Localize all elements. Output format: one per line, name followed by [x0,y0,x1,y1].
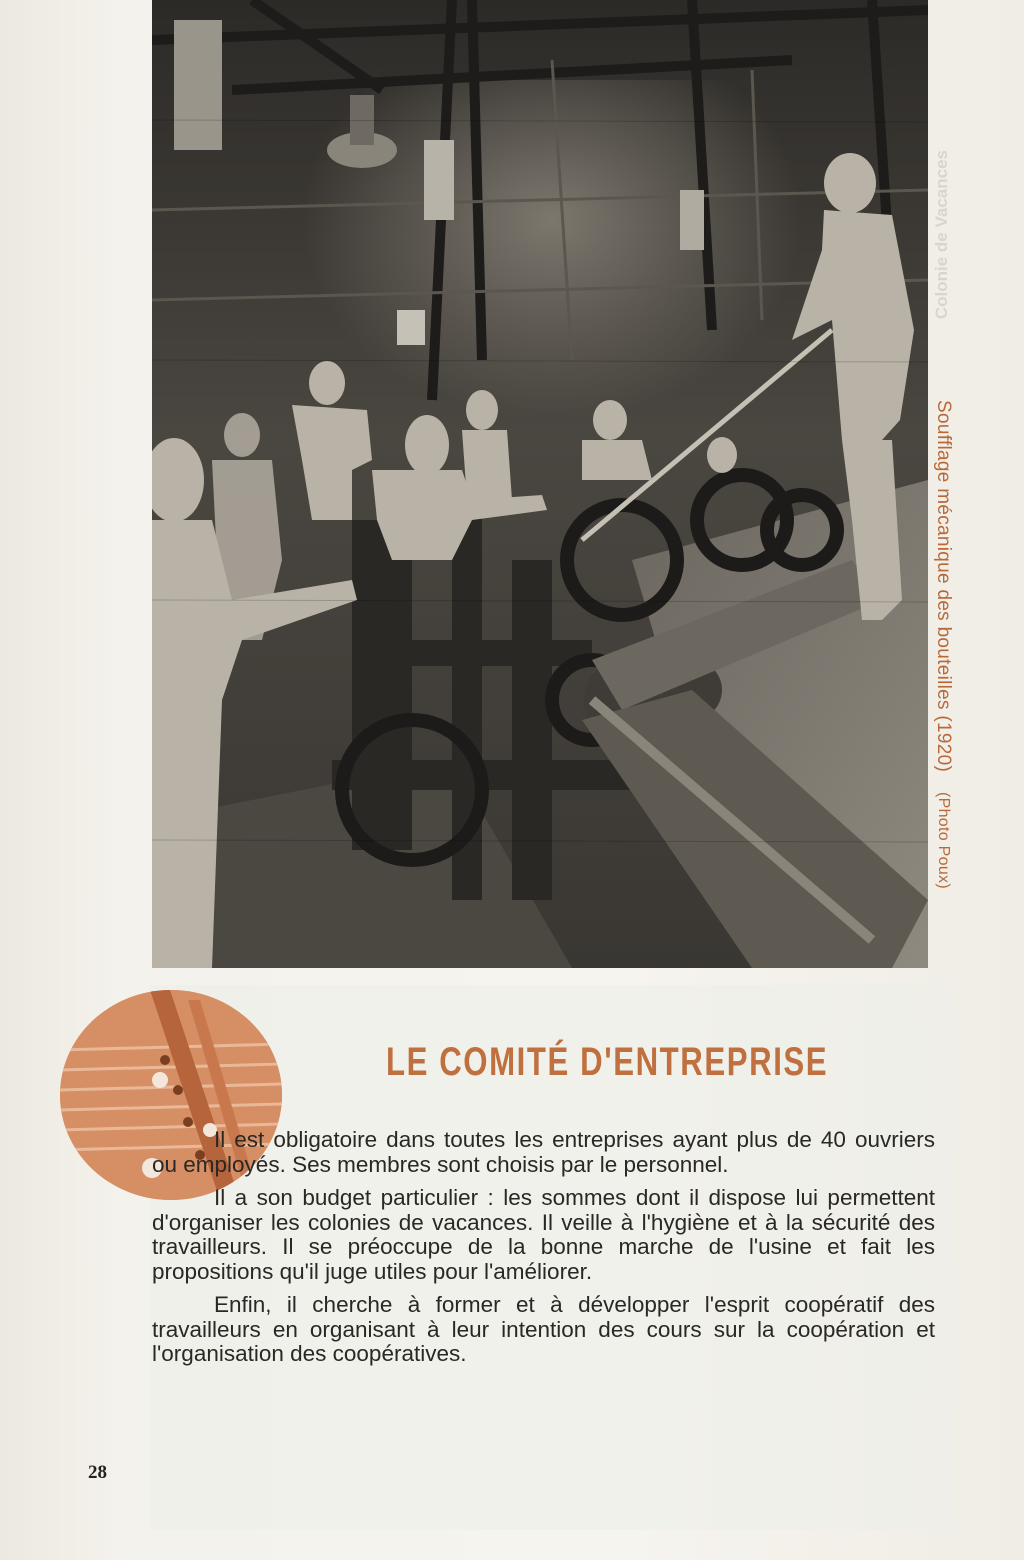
paragraph-2: Il a son budget particulier : les sommes dont il dispose lui permettent d'organiser les colonies de vacances. Il veille à l'hygiène et à la sécurité des travailleurs. Il se préoccupe de la bonne marche de l'usine et fait les propositions qu'il juge utiles pour l'améliorer. [152,1185,935,1284]
paragraph-1: Il est obligatoire dans toutes les entreprises ayant plus de 40 ouvriers ou employés. Ses membres sont choisis par le personnel. [152,1127,935,1177]
page-number: 28 [88,1462,107,1483]
paragraph-3: Enfin, il cherche à former et à développer l'esprit coopératif des travailleurs en organisant à leur intention des cours sur la coopération et l'organisation des coopératives. [152,1292,935,1366]
caption-credit: (Photo Poux) [935,791,952,889]
caption-main: Soufflage mécanique des bouteilles (1920) [933,400,954,773]
factory-photo-icon [152,0,928,968]
section-heading: LE COMITÉ D'ENTREPRISE [386,1040,829,1084]
body-text [152,1128,935,1376]
bleed-through-text: Colonie de Vacances [932,150,951,320]
factory-photo [152,0,928,968]
photo-caption [930,400,956,972]
